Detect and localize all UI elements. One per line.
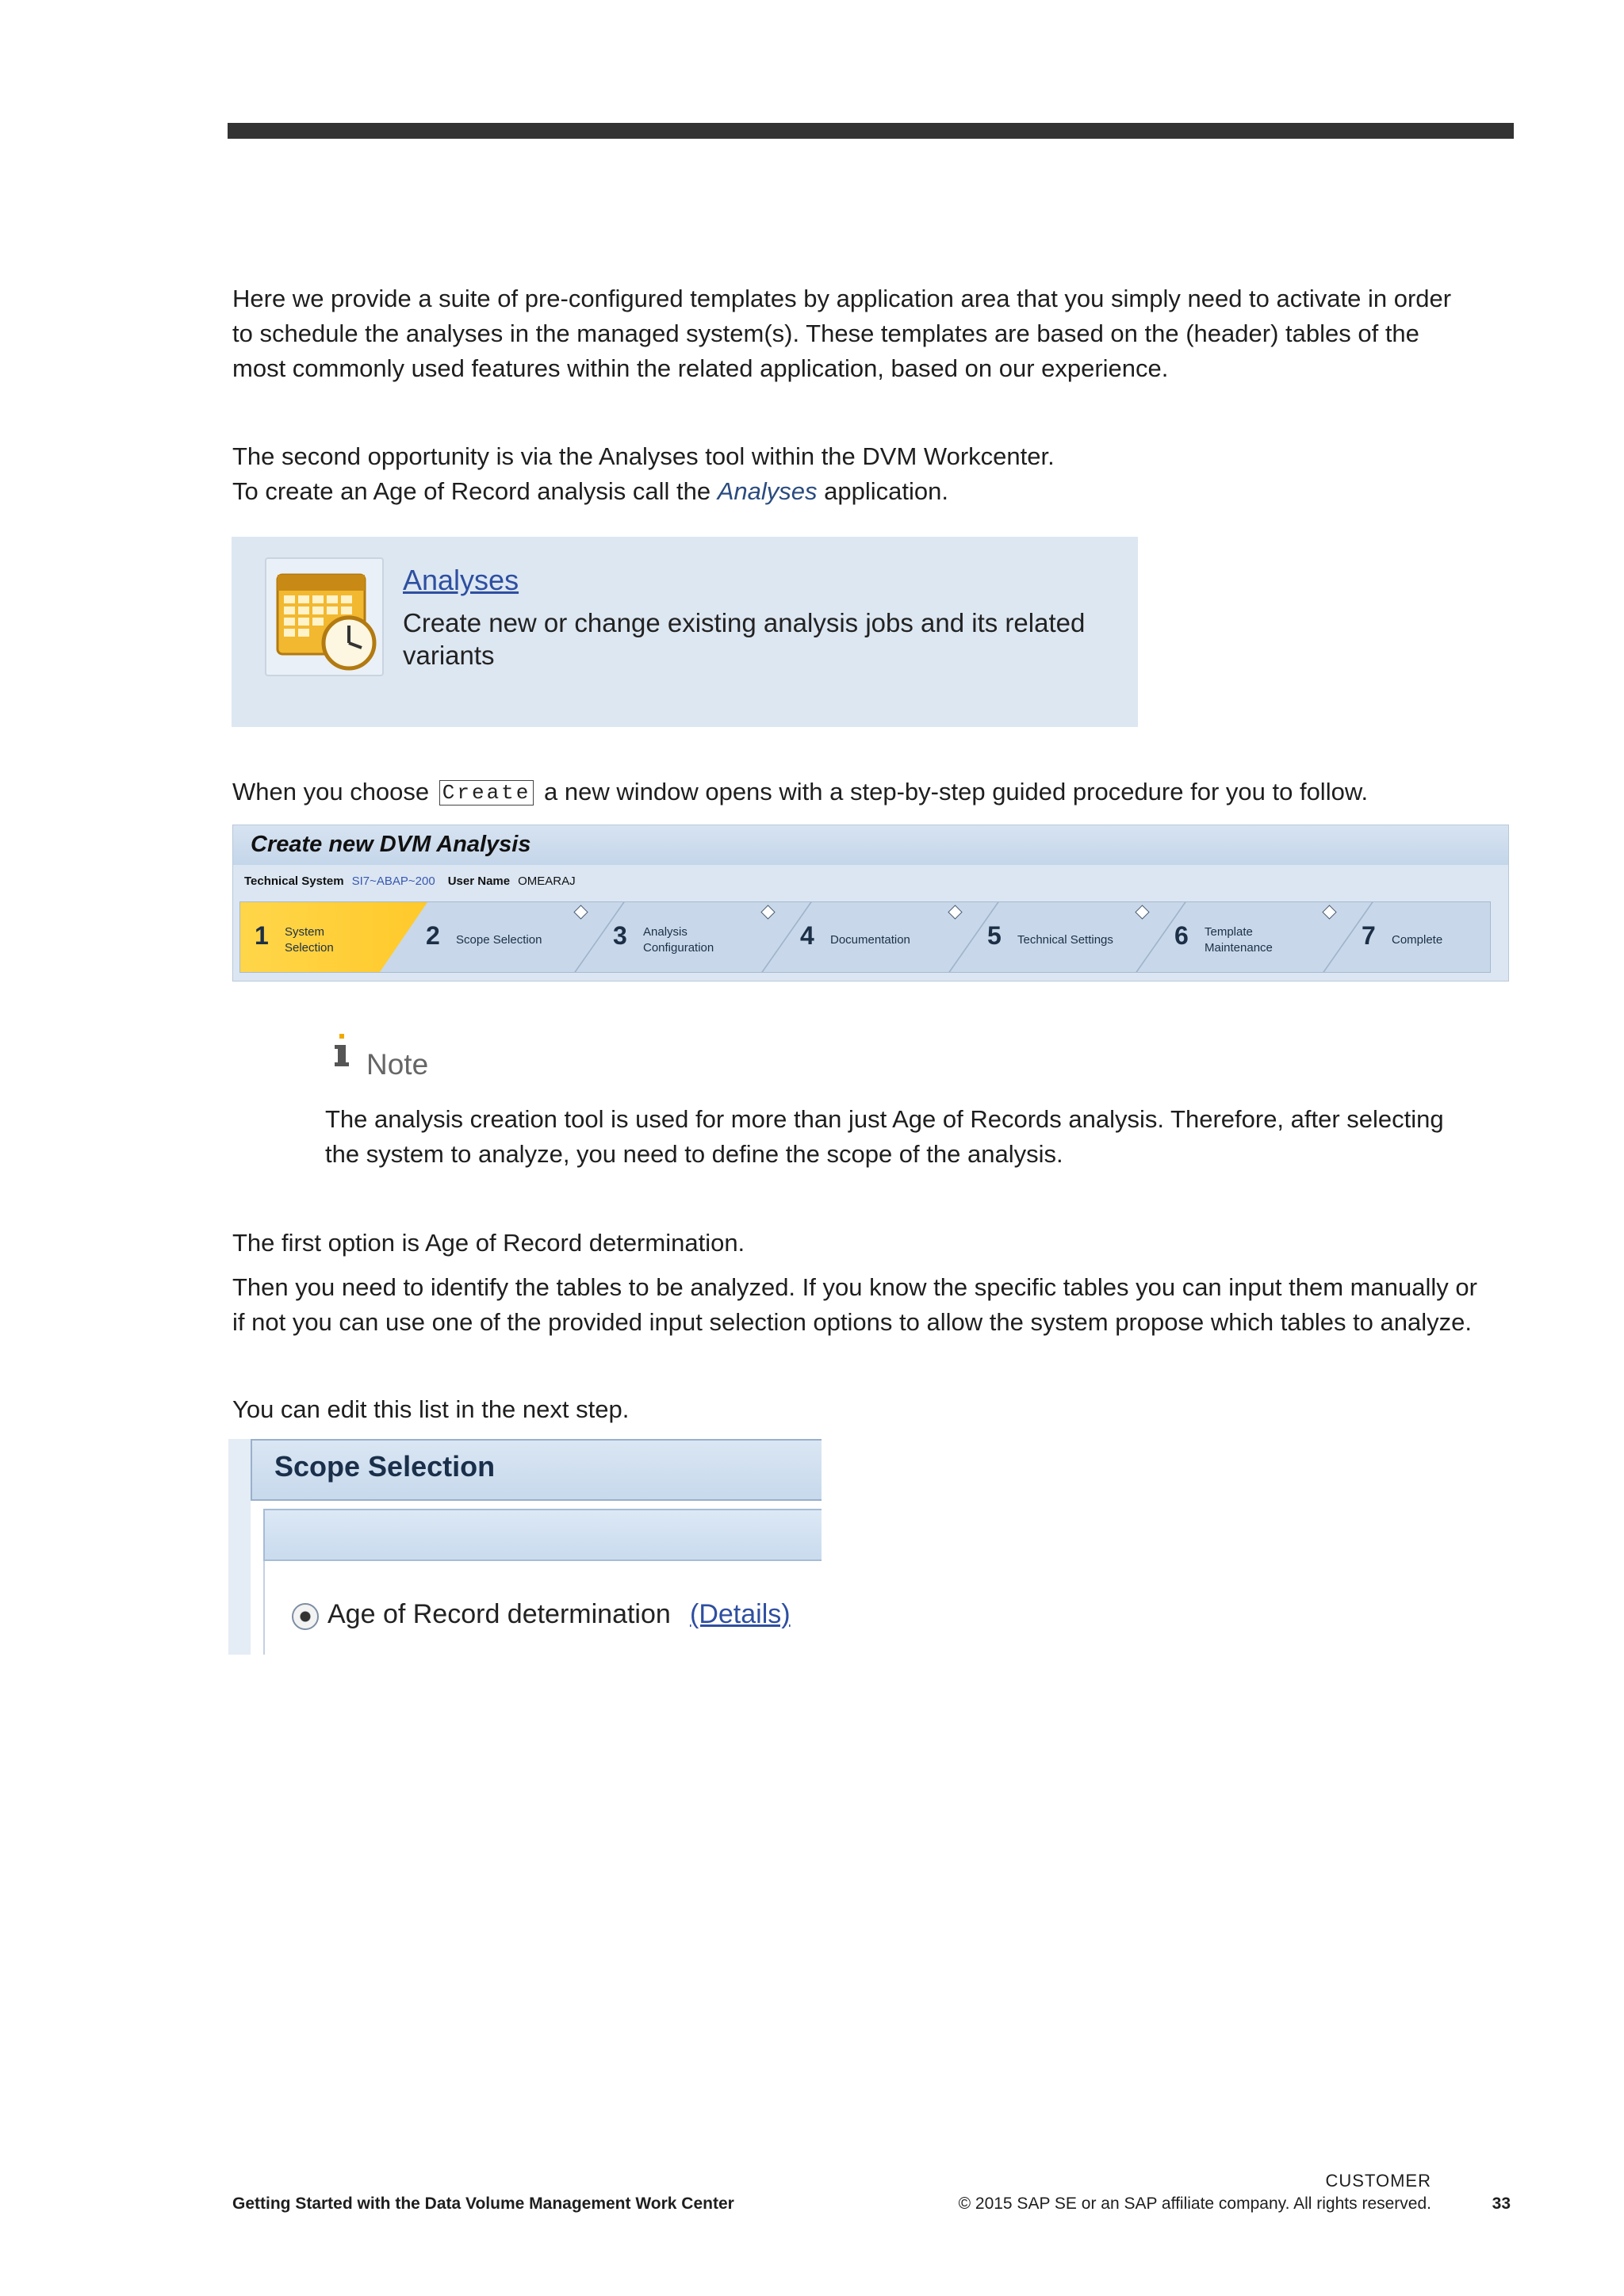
- choose-line: [232, 775, 1517, 809]
- step-label: System Selection: [285, 925, 334, 955]
- calendar-clock-icon: [265, 557, 384, 676]
- second-line-1: The second opportunity is via the Analyses tool within the DVM Workcenter.: [232, 442, 1055, 470]
- second-line-2-pre: To create an Age of Record analysis call the: [232, 477, 718, 505]
- diamond-marker-icon: [760, 905, 775, 919]
- step-number: 7: [1362, 921, 1376, 950]
- user-name-value: OMEARAJ: [518, 874, 576, 888]
- wizard-title: Create new DVM Analysis: [251, 832, 531, 857]
- note-text: [325, 1102, 1515, 1172]
- note-line-1: The analysis creation tool is used for more than just Age of Records analysis. Therefore, after selecting: [325, 1105, 1444, 1133]
- step-documentation[interactable]: [786, 902, 973, 972]
- dvm-analysis-wizard: [232, 825, 1509, 982]
- diamond-marker-icon: [1322, 905, 1336, 919]
- user-name-label: User Name: [447, 874, 511, 888]
- analyses-description: Create new or change existing analysis jobs and its related variants: [403, 608, 1086, 670]
- analyses-link[interactable]: Analyses: [403, 564, 519, 596]
- first-line-1: The first option is Age of Record determination.: [232, 1229, 745, 1257]
- note-line-2: the system to analyze, you need to define the scope of the analysis.: [325, 1140, 1063, 1168]
- details-link[interactable]: (Details): [690, 1599, 791, 1629]
- wizard-meta: [244, 874, 576, 888]
- choose-paragraph: [232, 775, 1517, 809]
- step-system-selection[interactable]: [240, 902, 427, 972]
- scope-title: Scope Selection: [274, 1450, 496, 1483]
- step-label: Template Maintenance: [1205, 925, 1273, 955]
- second-line-2-post: application.: [817, 477, 948, 505]
- second-line-2: [232, 474, 1517, 509]
- intro-line-2: to schedule the analyses in the managed system(s). These templates are based on the (header) tables of the: [232, 320, 1419, 347]
- document-title: Getting Started with the Data Volume Management Work Center: [232, 2195, 734, 2213]
- step-number: 2: [426, 921, 440, 950]
- step-number: 4: [800, 921, 814, 950]
- wizard-header: [233, 825, 1508, 865]
- step-scope-selection[interactable]: [412, 902, 599, 972]
- info-icon: [333, 1032, 350, 1073]
- second-paragraph: [232, 439, 1517, 509]
- step-number: 6: [1174, 921, 1189, 950]
- edit-line-1: You can edit this list in the next step.: [232, 1395, 630, 1423]
- technical-system-value[interactable]: SI7~ABAP~200: [351, 874, 435, 888]
- step-number: 1: [255, 921, 269, 950]
- technical-system-label: Technical System: [244, 874, 344, 888]
- diamond-marker-icon: [1135, 905, 1149, 919]
- step-label: Complete: [1392, 933, 1443, 947]
- scope-header: [251, 1439, 822, 1501]
- step-label: Analysis Configuration: [643, 925, 714, 955]
- step-label: Scope Selection: [456, 933, 542, 947]
- choose-post: a new window opens with a step-by-step guided procedure for you to follow.: [537, 778, 1369, 806]
- age-of-record-radio[interactable]: [292, 1603, 319, 1630]
- scope-toolbar: [263, 1509, 822, 1561]
- step-complete[interactable]: [1347, 902, 1491, 972]
- step-analysis-configuration[interactable]: [599, 902, 786, 972]
- step-number: 5: [987, 921, 1002, 950]
- edit-list-line: [232, 1392, 1517, 1427]
- classification-label: CUSTOMER: [1325, 2171, 1431, 2191]
- first-line-3: if not you can use one of the provided input selection options to allow the system propose which tables to analyze.: [232, 1308, 1473, 1336]
- analyses-tile[interactable]: [232, 537, 1138, 727]
- page-number: 33: [1492, 2195, 1511, 2213]
- copyright: © 2015 SAP SE or an SAP affiliate company. All rights reserved.: [958, 2195, 1431, 2213]
- intro-paragraph: [232, 281, 1517, 386]
- note-title: Note: [366, 1048, 429, 1081]
- step-number: 3: [613, 921, 627, 950]
- header-rule: [228, 123, 1514, 139]
- step-technical-settings[interactable]: [973, 902, 1160, 972]
- scope-selection-panel: [228, 1439, 822, 1655]
- create-button-reference: Create: [439, 780, 534, 806]
- first-option-line: [232, 1226, 1517, 1261]
- intro-line-1: Here we provide a suite of pre-configured templates by application area that you simply need to activate in order: [232, 285, 1452, 312]
- step-label: Documentation: [830, 933, 910, 947]
- analyses-app-reference: Analyses: [717, 477, 818, 505]
- diamond-marker-icon: [573, 905, 588, 919]
- age-of-record-option-label: Age of Record determination: [327, 1599, 671, 1629]
- intro-line-3: most commonly used features within the related application, based on our experience.: [232, 354, 1169, 382]
- diamond-marker-icon: [948, 905, 962, 919]
- identify-tables-paragraph: [232, 1270, 1517, 1340]
- wizard-steps: [239, 901, 1491, 973]
- first-line-2: Then you need to identify the tables to be analyzed. If you know the specific tables you can input them manually or: [232, 1273, 1477, 1301]
- choose-pre: When you choose: [232, 778, 436, 806]
- step-label: Technical Settings: [1017, 933, 1113, 947]
- step-template-maintenance[interactable]: [1160, 902, 1347, 972]
